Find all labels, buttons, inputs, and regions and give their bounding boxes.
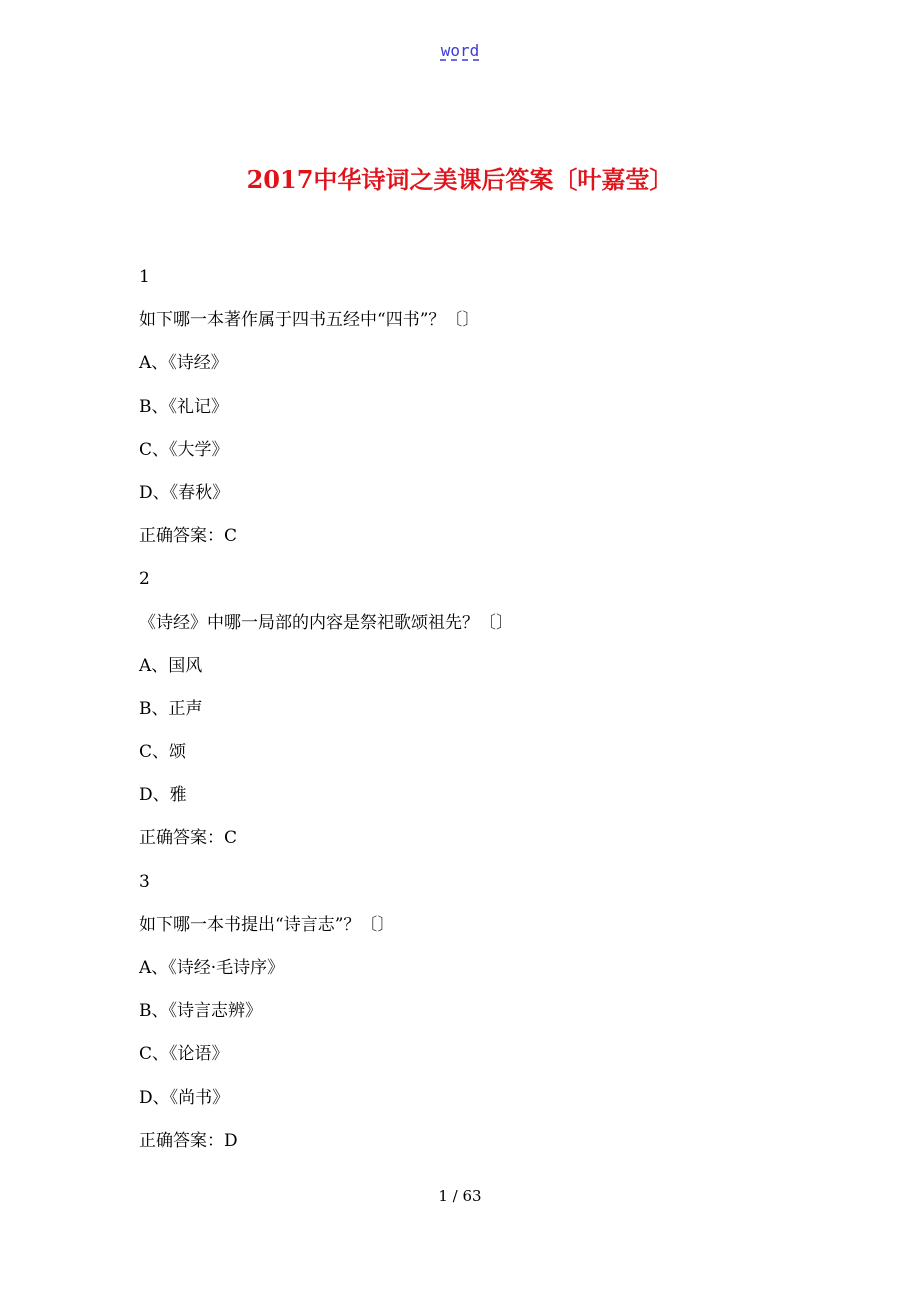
question-block	[139, 565, 819, 867]
option-c: C、颂	[139, 742, 187, 763]
question-block	[139, 263, 819, 565]
question-text: 如下哪一本书提出“诗言志”？〔〕	[139, 914, 395, 935]
option-c: C、《论语》	[139, 1044, 229, 1065]
question-text: 如下哪一本著作属于四书五经中“四书”？〔〕	[139, 310, 480, 331]
question-number: 3	[139, 871, 150, 892]
question-block	[139, 868, 819, 1170]
question-list	[139, 263, 819, 1170]
page-number: 1 / 63	[438, 1187, 482, 1205]
option-b: B、《诗言志辨》	[139, 1001, 262, 1022]
correct-answer: 正确答案：D	[139, 1130, 238, 1151]
option-d: D、雅	[139, 785, 187, 806]
option-a: A、国风	[139, 655, 203, 676]
option-d: D、《春秋》	[139, 482, 230, 503]
option-a: A、《诗经》	[139, 353, 228, 374]
question-text: 《诗经》中哪一局部的内容是祭祀歌颂祖先？〔〕	[139, 612, 513, 633]
question-number: 1	[139, 267, 150, 287]
correct-answer: 正确答案：C	[139, 526, 238, 547]
option-a: A、《诗经·毛诗序》	[139, 958, 285, 978]
correct-answer: 正确答案：C	[139, 828, 238, 849]
option-b: B、《礼记》	[139, 396, 228, 417]
question-number: 2	[139, 569, 150, 590]
option-d: D、《尚书》	[139, 1087, 230, 1108]
document-title: 2017中华诗词之美课后答案〔叶嘉莹〕	[246, 165, 674, 194]
header-word-link[interactable]	[0, 40, 920, 62]
option-b: B、正声	[139, 698, 203, 719]
option-c: C、《大学》	[139, 439, 229, 460]
header-link-text[interactable]: word	[440, 41, 480, 60]
